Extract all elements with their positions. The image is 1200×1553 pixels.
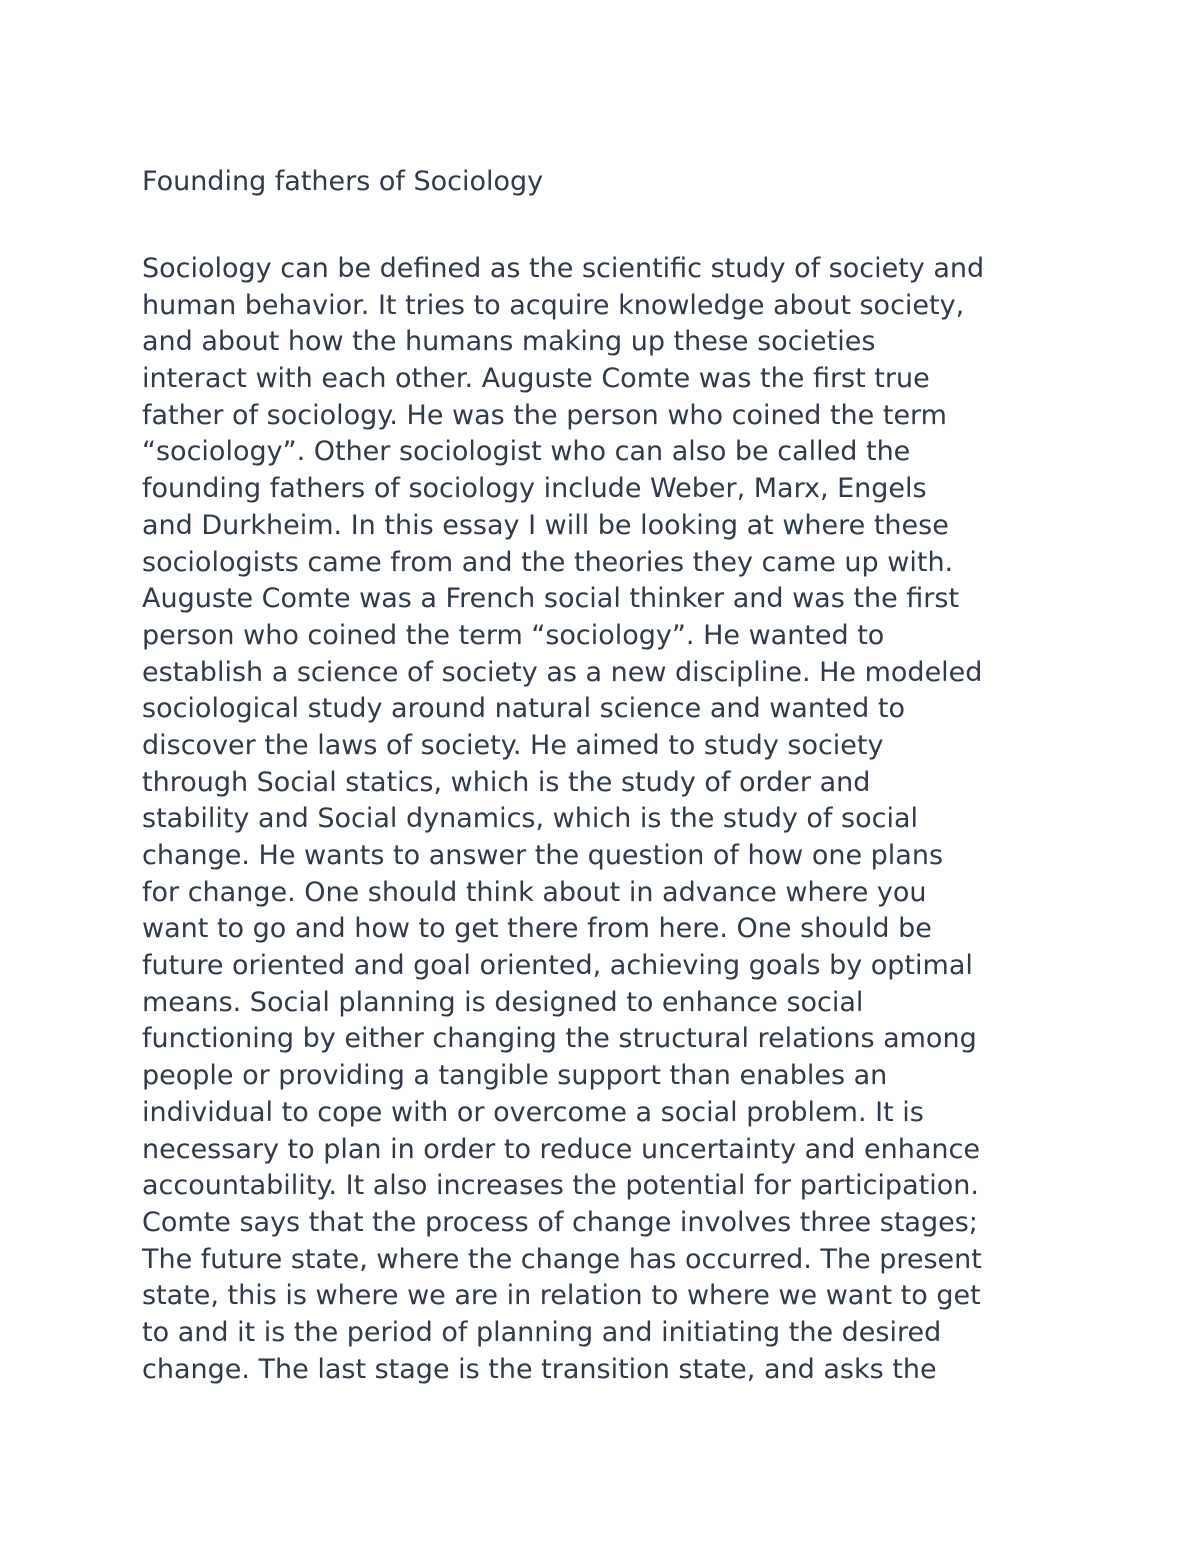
document-body [142, 251, 1082, 1388]
body-line: establish a science of society as a new discipline. He modeled [142, 656, 983, 688]
body-line: The future state, where the change has occurred. The present [142, 1243, 982, 1275]
body-line: future oriented and goal oriented, achieving goals by optimal [142, 950, 973, 982]
body-line: functioning by either changing the structural relations among [142, 1023, 977, 1055]
body-line: necessary to plan in order to reduce uncertainty and enhance [142, 1133, 980, 1165]
body-line: for change. One should think about in advance where you [142, 876, 927, 908]
body-line: change. He wants to answer the question of how one plans [142, 840, 944, 871]
body-line: state, this is where we are in relation to where we want to get [142, 1280, 981, 1312]
body-line: through Social statics, which is the study of order and [142, 766, 871, 798]
body-line: Auguste Comte was a French social thinker and was the first [142, 583, 960, 615]
body-line: stability and Social dynamics, which is the study of social [142, 803, 918, 835]
body-line: founding fathers of sociology include Weber, Marx, Engels [142, 473, 927, 505]
body-line: people or providing a tangible support than enables an [142, 1060, 888, 1092]
body-line: change. The last stage is the transition state, and asks the [142, 1353, 937, 1385]
body-line: sociologists came from and the theories they came up with. [142, 546, 954, 578]
body-line: want to go and how to get there from here. One should be [142, 913, 932, 945]
body-line: Sociology can be defined as the scientific study of society and [142, 253, 985, 284]
body-line: and Durkheim. In this essay I will be looking at where these [142, 509, 949, 541]
body-line: sociological study around natural science and wanted to [142, 693, 905, 725]
body-line: Comte says that the process of change involves three stages; [142, 1206, 978, 1238]
body-line: individual to cope with or overcome a social problem. It is [142, 1096, 924, 1128]
body-line: “sociology”. Other sociologist who can also be called the [142, 436, 911, 468]
document-title: Founding fathers of Sociology [142, 166, 544, 197]
body-line: father of sociology. He was the person who coined the term [142, 399, 947, 431]
body-line: accountability. It also increases the potential for participation. [142, 1170, 979, 1202]
body-line: person who coined the term “sociology”. He wanted to [142, 619, 885, 651]
body-line: and about how the humans making up these societies [142, 326, 876, 358]
body-line: to and it is the period of planning and initiating the desired [142, 1316, 942, 1348]
body-line: means. Social planning is designed to enhance social [142, 986, 864, 1018]
body-line: discover the laws of society. He aimed to study society [142, 729, 884, 761]
body-line: human behavior. It tries to acquire knowledge about society, [142, 289, 965, 321]
body-line: interact with each other. Auguste Comte was the first true [142, 363, 930, 395]
